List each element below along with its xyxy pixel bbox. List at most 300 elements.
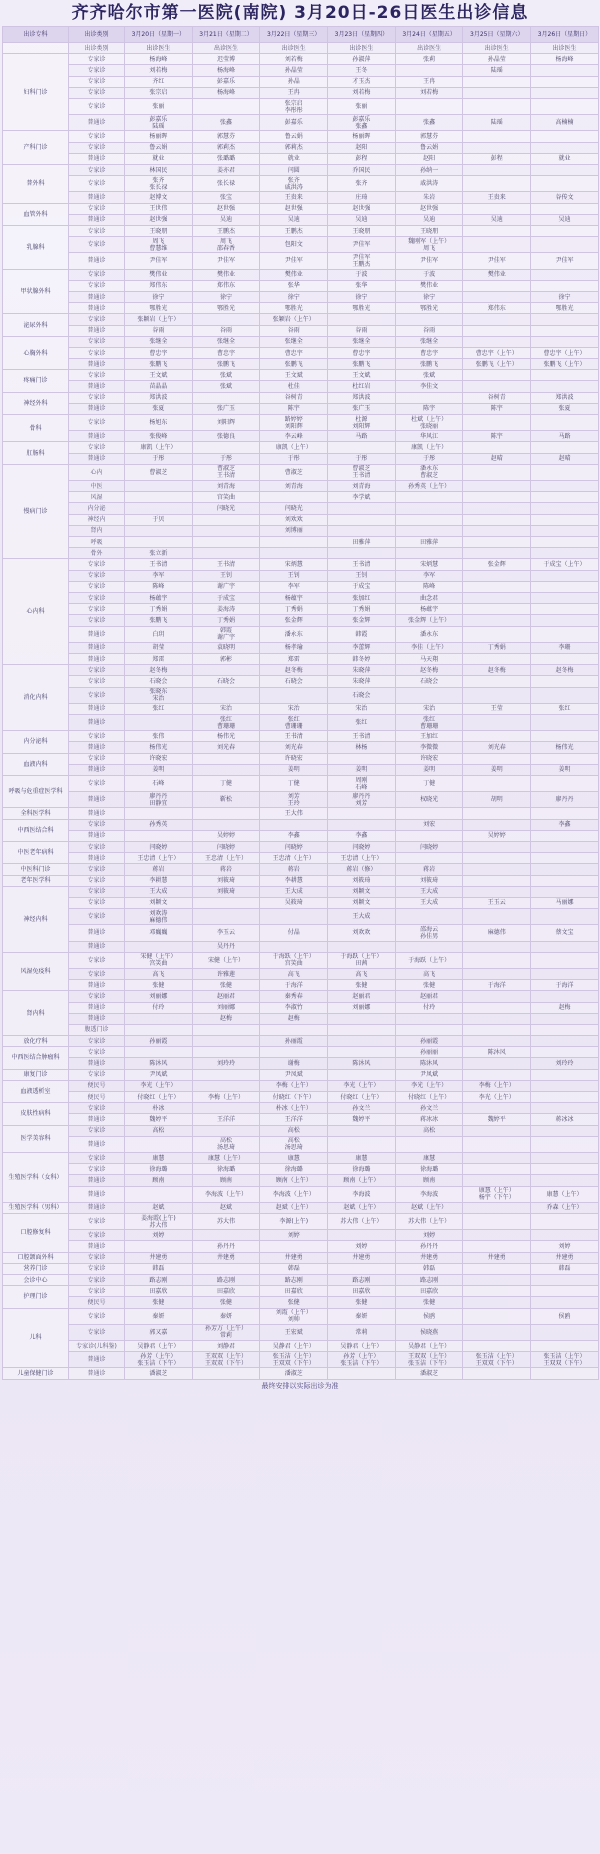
- visit-type-cell: 普通诊: [69, 703, 125, 714]
- visit-type-cell: 专家诊: [69, 54, 125, 65]
- doctor-cell: [192, 1069, 260, 1080]
- visit-type-cell: 专家诊: [69, 76, 125, 87]
- doctor-cell: 韩霞 谢广宇: [192, 626, 260, 642]
- doctor-cell: 路婷婷 刘阳辉: [260, 415, 328, 431]
- specialty-cell: 乳腺科: [3, 225, 69, 269]
- doctor-cell: 尹佳军: [463, 253, 531, 269]
- table-row: [3, 1125, 599, 1136]
- visit-type-cell: 普通诊: [69, 453, 125, 464]
- visit-type-cell: 专家诊: [69, 225, 125, 236]
- doctor-cell: 张长禄: [192, 176, 260, 192]
- visit-type-cell: 专家诊: [69, 753, 125, 764]
- doctor-cell: [463, 841, 531, 852]
- visit-type-cell: 普通诊: [69, 642, 125, 653]
- doctor-cell: 孙丹丹: [395, 1241, 463, 1252]
- doctor-cell: 张俊峰: [125, 431, 193, 442]
- doctor-cell: 宋健（上午） 宫笑曲: [125, 952, 193, 968]
- doctor-cell: [395, 65, 463, 76]
- doctor-cell: 王忠清（上午）: [125, 853, 193, 864]
- table-row: [3, 909, 599, 925]
- doctor-cell: 杜红岩: [328, 381, 396, 392]
- doctor-cell: [463, 1103, 531, 1114]
- doctor-cell: 张继全: [395, 336, 463, 347]
- doctor-cell: 张健: [395, 980, 463, 991]
- specialty-cell: 皮肤性病科: [3, 1103, 69, 1125]
- doctor-cell: [463, 237, 531, 253]
- visit-type-cell: 普通诊: [69, 1202, 125, 1213]
- doctor-cell: 谷雨: [260, 325, 328, 336]
- doctor-cell: 李淑竹: [260, 1002, 328, 1013]
- doctor-cell: 张齐 戚洪涛: [260, 176, 328, 192]
- doctor-cell: 王双双（上午） 张玉洁（下午）: [395, 1352, 463, 1368]
- doctor-cell: 吴婷婷: [463, 830, 531, 841]
- table-row: [3, 481, 599, 492]
- visit-type-cell: 普通诊: [69, 1002, 125, 1013]
- doctor-cell: 井建勇: [192, 1252, 260, 1263]
- doctor-cell: [125, 1136, 193, 1152]
- doctor-cell: 谢广宇: [192, 581, 260, 592]
- visit-type-cell: 骨外: [69, 548, 125, 559]
- doctor-cell: 高飞: [125, 968, 193, 979]
- doctor-cell: 田雅萍: [328, 537, 396, 548]
- doctor-cell: 常莉: [328, 1324, 396, 1340]
- doctor-cell: [328, 1047, 396, 1058]
- doctor-cell: 宋治: [192, 703, 260, 714]
- visit-type-cell: 专家诊: [69, 570, 125, 581]
- doctor-cell: 杨丽晖: [328, 131, 396, 142]
- visit-type-cell: 专家诊: [69, 164, 125, 175]
- table-row: [3, 1241, 599, 1252]
- doctor-cell: 刘霞（上午） 刘帅: [260, 1308, 328, 1324]
- doctor-cell: 吴迪: [463, 214, 531, 225]
- doctor-cell: 李微微: [395, 742, 463, 753]
- doctor-cell: 张颖岩（上午）: [125, 314, 193, 325]
- doctor-cell: [531, 676, 599, 687]
- doctor-cell: 朱晓萍: [328, 665, 396, 676]
- table-row: [3, 237, 599, 253]
- doctor-cell: 康慧: [328, 1153, 396, 1164]
- doctor-cell: [463, 1263, 531, 1274]
- visit-type-cell: 普通诊: [69, 153, 125, 164]
- table-row: [3, 1213, 599, 1229]
- doctor-cell: 尹凤斌: [125, 1069, 193, 1080]
- doctor-cell: 张鹏飞: [328, 359, 396, 370]
- header-cell: 3月20日（星期一）: [125, 27, 193, 43]
- doctor-cell: 张玉洁（上午） 王双双（下午）: [531, 1352, 599, 1368]
- header-cell: 3月22日（星期三）: [260, 27, 328, 43]
- table-row: [3, 864, 599, 875]
- doctor-cell: 宋炳慧: [260, 559, 328, 570]
- specialty-cell: 妇科门诊: [3, 54, 69, 131]
- table-row: [3, 626, 599, 642]
- doctor-cell: 刘青海: [260, 481, 328, 492]
- visit-type-cell: 普通诊: [69, 1368, 125, 1379]
- doctor-cell: 顾南: [395, 1175, 463, 1186]
- doctor-cell: 张健: [125, 1297, 193, 1308]
- table-row: [3, 703, 599, 714]
- doctor-cell: 陈峰: [395, 581, 463, 592]
- doctor-cell: [531, 1024, 599, 1035]
- doctor-cell: [192, 442, 260, 453]
- doctor-cell: [531, 131, 599, 142]
- visit-type-cell: 普通诊: [69, 626, 125, 642]
- doctor-cell: 姜明: [125, 764, 193, 775]
- doctor-cell: 孙芳（上午） 张玉洁（下午）: [328, 1352, 396, 1368]
- doctor-cell: 赵阳: [328, 142, 396, 153]
- specialty-cell: 口腔修复科: [3, 1213, 69, 1252]
- table-header-row: [3, 27, 599, 43]
- table-row: [3, 415, 599, 431]
- doctor-cell: [463, 604, 531, 615]
- doctor-cell: 路志刚: [328, 1274, 396, 1285]
- doctor-cell: 石晓会: [395, 676, 463, 687]
- doctor-cell: 高松: [260, 1125, 328, 1136]
- doctor-cell: 李学斌: [328, 492, 396, 503]
- doctor-cell: 李海波: [328, 1186, 396, 1202]
- doctor-cell: 闫晓婷: [328, 841, 396, 852]
- doctor-cell: 潘永东 曹淑芝: [395, 464, 463, 480]
- visit-type-cell: 风湿: [69, 492, 125, 503]
- specialty-cell: 全科医学科: [3, 808, 69, 819]
- doctor-cell: [463, 853, 531, 864]
- doctor-cell: 高飞: [328, 968, 396, 979]
- doctor-cell: 胡莹: [125, 642, 193, 653]
- doctor-cell: [531, 714, 599, 730]
- visit-type-cell: 中医: [69, 481, 125, 492]
- doctor-cell: 吴迪: [192, 214, 260, 225]
- visit-type-cell: 专家诊: [69, 1263, 125, 1274]
- specialty-cell: 营养门诊: [3, 1263, 69, 1274]
- specialty-cell: 会诊中心: [3, 1274, 69, 1285]
- specialty-cell: 儿科: [3, 1308, 69, 1368]
- doctor-cell: 谷雨: [395, 325, 463, 336]
- doctor-cell: 林国民: [125, 164, 193, 175]
- table-row: [3, 1352, 599, 1368]
- doctor-cell: 谢梅: [260, 1058, 328, 1069]
- doctor-cell: 孙芳万（上午） 常莉: [192, 1324, 260, 1340]
- doctor-cell: 郭又嘉: [125, 1324, 193, 1340]
- doctor-cell: [125, 537, 193, 548]
- doctor-cell: 陈沐风: [463, 1047, 531, 1058]
- doctor-cell: [463, 481, 531, 492]
- doctor-cell: 孙晶: [260, 76, 328, 87]
- doctor-cell: 出诊医生: [531, 43, 599, 54]
- doctor-cell: 杨伟光: [125, 742, 193, 753]
- doctor-cell: 赵丽君: [192, 991, 260, 1002]
- doctor-cell: 马路: [328, 431, 396, 442]
- doctor-cell: 王忠清（上午）: [192, 853, 260, 864]
- doctor-cell: 吴静君（上午）: [260, 1341, 328, 1352]
- visit-type-cell: 神经内: [69, 514, 125, 525]
- doctor-cell: 孙丹丹: [192, 1241, 260, 1252]
- doctor-cell: [125, 492, 193, 503]
- doctor-cell: 刘颖文: [328, 886, 396, 897]
- doctor-cell: 张健: [328, 980, 396, 991]
- doctor-cell: [531, 604, 599, 615]
- doctor-cell: [328, 1125, 396, 1136]
- header-cell: 3月24日（星期五）: [395, 27, 463, 43]
- doctor-cell: 王冬: [328, 65, 396, 76]
- doctor-cell: [463, 415, 531, 431]
- doctor-cell: 张继全: [192, 336, 260, 347]
- doctor-cell: 孙秀英（上午）: [395, 481, 463, 492]
- doctor-cell: 刘若梅: [260, 54, 328, 65]
- doctor-cell: 赵斌: [192, 1202, 260, 1213]
- doctor-cell: 郑雷: [260, 653, 328, 664]
- doctor-cell: 彭嘉乐 陆瑶: [125, 115, 193, 131]
- doctor-cell: 尹佳军: [328, 237, 396, 253]
- doctor-cell: 蒋岩（修）: [328, 864, 396, 875]
- table-row: [3, 98, 599, 114]
- doctor-cell: [463, 314, 531, 325]
- table-row: [3, 819, 599, 830]
- visit-type-cell: 普通诊: [69, 1352, 125, 1368]
- doctor-cell: 路志刚: [125, 1274, 193, 1285]
- doctor-cell: [328, 1136, 396, 1152]
- table-row: [3, 431, 599, 442]
- doctor-cell: [531, 442, 599, 453]
- doctor-cell: 蔡文宝: [531, 925, 599, 941]
- doctor-cell: 赵斌（上午）: [260, 1202, 328, 1213]
- table-row: [3, 687, 599, 703]
- specialty-cell: 康复门诊: [3, 1069, 69, 1080]
- specialty-cell: 中医老年病科: [3, 841, 69, 863]
- doctor-cell: [192, 819, 260, 830]
- specialty-cell: 疼痛门诊: [3, 370, 69, 392]
- doctor-cell: 丁秀娟: [463, 642, 531, 653]
- doctor-cell: [192, 392, 260, 403]
- table-row: [3, 1047, 599, 1058]
- doctor-cell: 彭嘉乐 张鑫: [328, 115, 396, 131]
- specialty-cell: 内分泌科: [3, 731, 69, 753]
- doctor-cell: 付玲: [125, 1002, 193, 1013]
- visit-type-cell: 专家诊: [69, 615, 125, 626]
- doctor-cell: [260, 492, 328, 503]
- doctor-cell: 陈宇: [463, 431, 531, 442]
- doctor-cell: [328, 1013, 396, 1024]
- visit-type-cell: 专家诊: [69, 370, 125, 381]
- doctor-cell: 吴迪: [260, 214, 328, 225]
- doctor-cell: 张鹏飞: [125, 359, 193, 370]
- doctor-cell: 张齐 张长禄: [125, 176, 193, 192]
- doctor-cell: [463, 581, 531, 592]
- table-row: [3, 1308, 599, 1324]
- visit-type-cell: 专家诊: [69, 952, 125, 968]
- visit-type-cell: 便民号: [69, 1092, 125, 1103]
- doctor-cell: [395, 687, 463, 703]
- doctor-cell: 李海波: [395, 1186, 463, 1202]
- specialty-cell: 中西医结合肿瘤科: [3, 1047, 69, 1069]
- doctor-cell: 赵世强: [395, 203, 463, 214]
- doctor-cell: 朱晓萍: [328, 676, 396, 687]
- doctor-cell: [531, 1297, 599, 1308]
- doctor-cell: [531, 1047, 599, 1058]
- doctor-cell: 鲁云娟: [395, 142, 463, 153]
- visit-type-cell: 普通诊: [69, 192, 125, 203]
- doctor-cell: 张鹏飞: [395, 359, 463, 370]
- doctor-cell: 于彤: [260, 453, 328, 464]
- doctor-cell: 曹忠宇（上午）: [531, 347, 599, 358]
- doctor-cell: 周飞 邵春香: [192, 237, 260, 253]
- doctor-cell: 吴迪: [531, 214, 599, 225]
- doctor-cell: 尹凤斌: [260, 1069, 328, 1080]
- doctor-cell: 王洋洋: [260, 1114, 328, 1125]
- doctor-cell: 迟莹博: [192, 54, 260, 65]
- doctor-cell: 于彤: [192, 453, 260, 464]
- doctor-cell: 于彤: [395, 453, 463, 464]
- doctor-cell: [463, 753, 531, 764]
- doctor-cell: 潘永东: [395, 626, 463, 642]
- visit-type-cell: 专家诊: [69, 875, 125, 886]
- doctor-cell: [531, 615, 599, 626]
- header-cell: 3月23日（星期四）: [328, 27, 396, 43]
- table-row: [3, 1153, 599, 1164]
- doctor-cell: 朴冰: [125, 1103, 193, 1114]
- doctor-cell: 周飞 曹慧维: [125, 237, 193, 253]
- doctor-cell: 樊伟业: [463, 269, 531, 280]
- table-row: [3, 1114, 599, 1125]
- doctor-cell: 陈峰: [125, 581, 193, 592]
- doctor-cell: 井建勇: [463, 1252, 531, 1263]
- doctor-cell: [463, 1013, 531, 1024]
- doctor-cell: 王晓朋: [125, 225, 193, 236]
- doctor-cell: 张健: [192, 980, 260, 991]
- table-row: [3, 76, 599, 87]
- doctor-cell: 丁秀娟: [125, 604, 193, 615]
- visit-type-cell: 普通诊: [69, 980, 125, 991]
- doctor-cell: [328, 808, 396, 819]
- doctor-cell: 王晓朋: [328, 225, 396, 236]
- table-row: [3, 592, 599, 603]
- doctor-cell: 张鹏飞: [192, 359, 260, 370]
- visit-type-cell: 普通诊: [69, 1241, 125, 1252]
- doctor-cell: 王大成: [395, 886, 463, 897]
- doctor-cell: 吴静君（上午）: [125, 1341, 193, 1352]
- schedule-table: [2, 26, 599, 1380]
- doctor-cell: 曹忠宇: [395, 347, 463, 358]
- table-row: [3, 676, 599, 687]
- table-row: [3, 875, 599, 886]
- doctor-cell: 出诊医生: [192, 43, 260, 54]
- doctor-cell: [531, 280, 599, 291]
- doctor-cell: [531, 525, 599, 536]
- doctor-cell: 张健: [260, 1297, 328, 1308]
- doctor-cell: 徐宁: [395, 291, 463, 302]
- doctor-cell: [463, 381, 531, 392]
- doctor-cell: 陈沐风: [328, 1058, 396, 1069]
- doctor-cell: [463, 731, 531, 742]
- doctor-cell: [463, 1341, 531, 1352]
- table-row: [3, 665, 599, 676]
- specialty-cell: 血管外科: [3, 203, 69, 225]
- doctor-cell: 张华: [328, 280, 396, 291]
- doctor-cell: 张夏: [125, 403, 193, 414]
- visit-type-cell: 专家诊(儿科鉴): [69, 1341, 125, 1352]
- table-row: [3, 841, 599, 852]
- doctor-cell: [192, 1080, 260, 1091]
- specialty-cell: 神经外科: [3, 392, 69, 414]
- table-row: [3, 253, 599, 269]
- header-cell: 3月25日（星期六）: [463, 27, 531, 43]
- doctor-cell: 田嘉欣: [328, 1286, 396, 1297]
- doctor-cell: 赵世强: [192, 203, 260, 214]
- table-row: [3, 559, 599, 570]
- doctor-cell: [125, 525, 193, 536]
- doctor-cell: [531, 581, 599, 592]
- visit-type-cell: 普通诊: [69, 325, 125, 336]
- visit-type-cell: 腹透门诊: [69, 1024, 125, 1035]
- table-row: [3, 203, 599, 214]
- doctor-cell: [463, 176, 531, 192]
- doctor-cell: 鄂胜光: [531, 303, 599, 314]
- doctor-cell: 王冉: [260, 87, 328, 98]
- doctor-cell: 张莉: [395, 54, 463, 65]
- doctor-cell: [463, 592, 531, 603]
- doctor-cell: 高松 汤思琦: [192, 1136, 260, 1152]
- specialty-cell: 生殖医学科（女科）: [3, 1153, 69, 1203]
- specialty-cell: 血液内科: [3, 753, 69, 775]
- doctor-cell: 蒋岩: [395, 864, 463, 875]
- table-row: [3, 1002, 599, 1013]
- specialty-cell: 神经内科: [3, 886, 69, 952]
- specialty-cell: 骨科: [3, 415, 69, 442]
- doctor-cell: [531, 1092, 599, 1103]
- doctor-cell: [260, 687, 328, 703]
- visit-type-cell: 专家诊: [69, 203, 125, 214]
- doctor-cell: 田嘉欣: [260, 1286, 328, 1297]
- visit-type-cell: 专家诊: [69, 897, 125, 908]
- doctor-cell: [531, 1164, 599, 1175]
- visit-type-cell: 专家诊: [69, 1213, 125, 1229]
- table-row: [3, 503, 599, 514]
- visit-type-cell: 普通诊: [69, 1058, 125, 1069]
- doctor-cell: 靳松: [192, 792, 260, 808]
- doctor-cell: 曹淑芝 王书清: [328, 464, 396, 480]
- doctor-cell: 王钊: [192, 570, 260, 581]
- doctor-cell: 刘光春: [260, 742, 328, 753]
- doctor-cell: [531, 164, 599, 175]
- table-row: [3, 269, 599, 280]
- doctor-cell: 张伟: [125, 731, 193, 742]
- doctor-cell: [328, 442, 396, 453]
- visit-type-cell: 心内: [69, 464, 125, 480]
- doctor-cell: 陈宇: [260, 403, 328, 414]
- doctor-cell: [192, 514, 260, 525]
- doctor-cell: 田嘉欣: [395, 1286, 463, 1297]
- doctor-cell: 许晓宏: [260, 753, 328, 764]
- doctor-cell: 郭慧芬: [395, 131, 463, 142]
- visit-type-cell: 普通诊: [69, 1013, 125, 1024]
- visit-type-cell: 专家诊: [69, 392, 125, 403]
- doctor-cell: 王忠清（上午）: [328, 853, 396, 864]
- doctor-cell: [192, 1368, 260, 1379]
- doctor-cell: 蒋岩: [260, 864, 328, 875]
- doctor-cell: [531, 1230, 599, 1241]
- doctor-cell: [463, 1202, 531, 1213]
- doctor-cell: 张健: [192, 1297, 260, 1308]
- table-row: [3, 604, 599, 615]
- doctor-cell: [192, 314, 260, 325]
- doctor-cell: 朱岩: [395, 192, 463, 203]
- doctor-cell: [260, 909, 328, 925]
- doctor-cell: 闫圆: [260, 164, 328, 175]
- doctor-cell: [395, 1013, 463, 1024]
- doctor-cell: 许雅莲: [192, 968, 260, 979]
- visit-type-cell: 内分泌: [69, 503, 125, 514]
- doctor-cell: 高松: [125, 1125, 193, 1136]
- doctor-cell: [463, 325, 531, 336]
- table-row: [3, 1341, 599, 1352]
